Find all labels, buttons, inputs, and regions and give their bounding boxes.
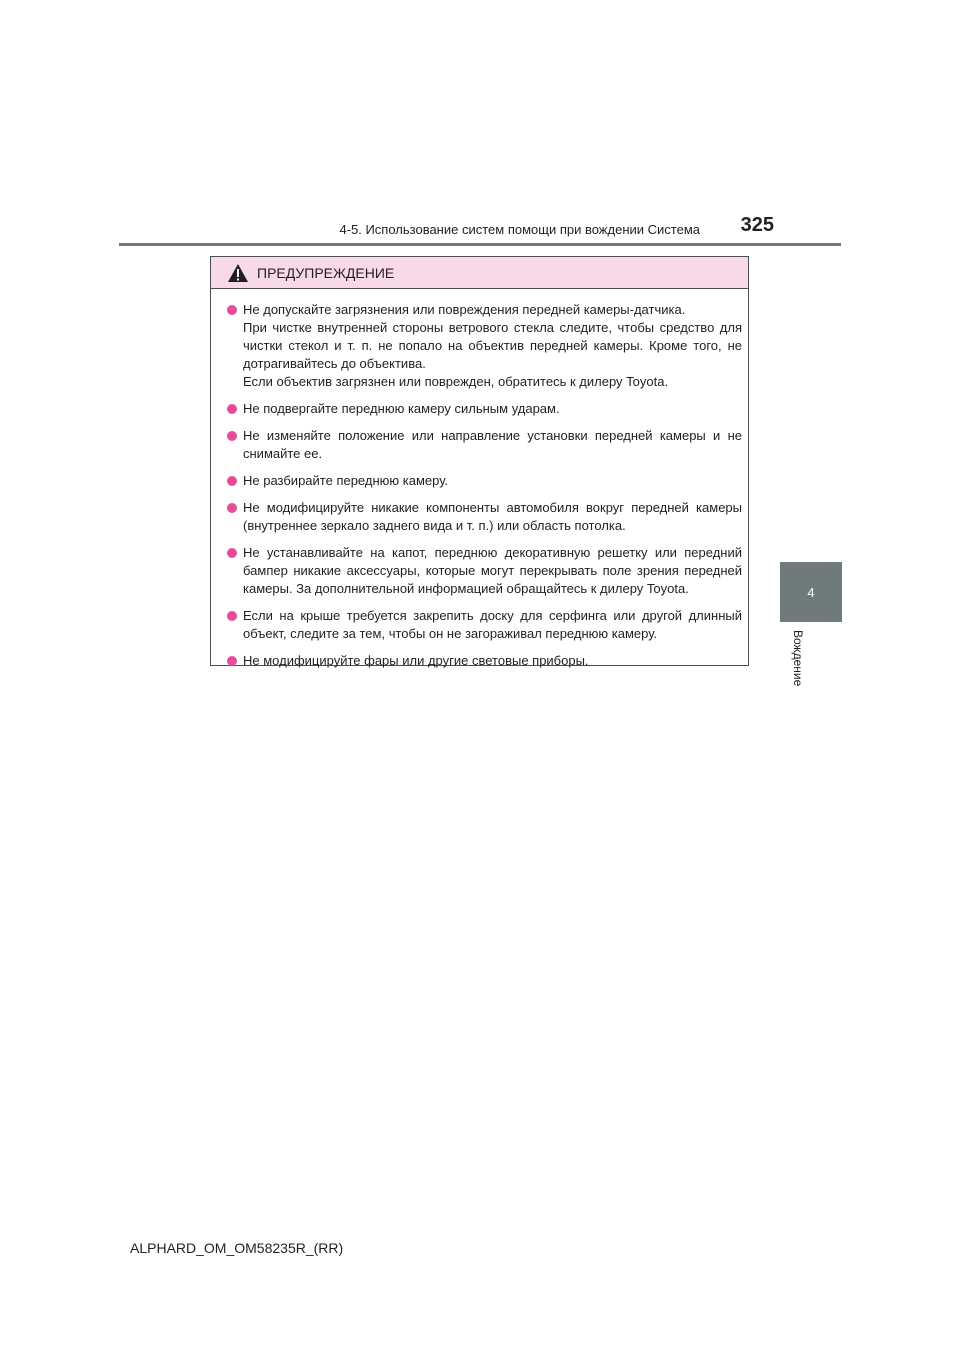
warning-text: Если на крыше требуется закрепить доску для серфинга или другой длинный объект, следите за тем, чтобы он не загораживал переднюю камеру.	[243, 608, 742, 641]
warning-item	[227, 652, 742, 670]
warning-text: Не модифицируйте фары или другие световые приборы.	[243, 653, 589, 668]
warning-text: Не устанавливайте на капот, переднюю декоративную решетку или передний бампер никакие аксессуары, которые могут перекрывать поле зрения передней камеры. За дополнительной информацией обращайтесь к дилеру Toyota.	[243, 545, 742, 596]
section-title: 4-5. Использование систем помощи при вождении Система	[339, 222, 700, 237]
warning-text: Не подвергайте переднюю камеру сильным ударам.	[243, 401, 560, 416]
warning-item	[227, 607, 742, 643]
warning-text: Не допускайте загрязнения или повреждения передней камеры-датчика.	[243, 302, 686, 317]
bullet-icon	[227, 431, 237, 441]
chapter-label: Вождение	[791, 630, 805, 687]
chapter-number: 4	[807, 584, 815, 600]
warning-box	[210, 256, 749, 666]
warning-item	[227, 499, 742, 535]
bullet-icon	[227, 404, 237, 414]
warning-title: ПРЕДУПРЕЖДЕНИЕ	[257, 264, 395, 281]
warning-triangle-icon	[227, 263, 249, 283]
warning-item	[227, 427, 742, 463]
warning-text: При чистке внутренней стороны ветрового стекла следите, чтобы средство для чистки стекол и т. п. не попало на объектив передней камеры. Кроме того, не дотрагивайтесь до объектива.	[243, 320, 742, 371]
page-number: 325	[740, 214, 774, 236]
chapter-tab	[780, 562, 842, 622]
warning-header	[211, 257, 748, 289]
warning-item	[227, 544, 742, 598]
warning-text: Если объектив загрязнен или поврежден, обратитесь к дилеру Toyota.	[243, 374, 669, 389]
bullet-icon	[227, 611, 237, 621]
warning-text: Не модифицируйте никакие компоненты автомобиля вокруг передней камеры (внутреннее зеркало заднего вида и т. п.) или область потолка.	[243, 500, 742, 533]
bullet-icon	[227, 305, 237, 315]
warning-item	[227, 472, 742, 490]
header-divider	[119, 243, 841, 246]
warning-text: Не изменяйте положение или направление установки передней камеры и не снимайте ее.	[243, 428, 742, 461]
warning-text: Не разбирайте переднюю камеру.	[243, 473, 449, 488]
document-code: ALPHARD_OM_OM58235R_(RR)	[130, 1240, 344, 1256]
warning-item	[227, 400, 742, 418]
bullet-icon	[227, 656, 237, 666]
warning-item	[227, 301, 742, 391]
warning-list	[211, 289, 748, 670]
bullet-icon	[227, 476, 237, 486]
bullet-icon	[227, 548, 237, 558]
bullet-icon	[227, 503, 237, 513]
